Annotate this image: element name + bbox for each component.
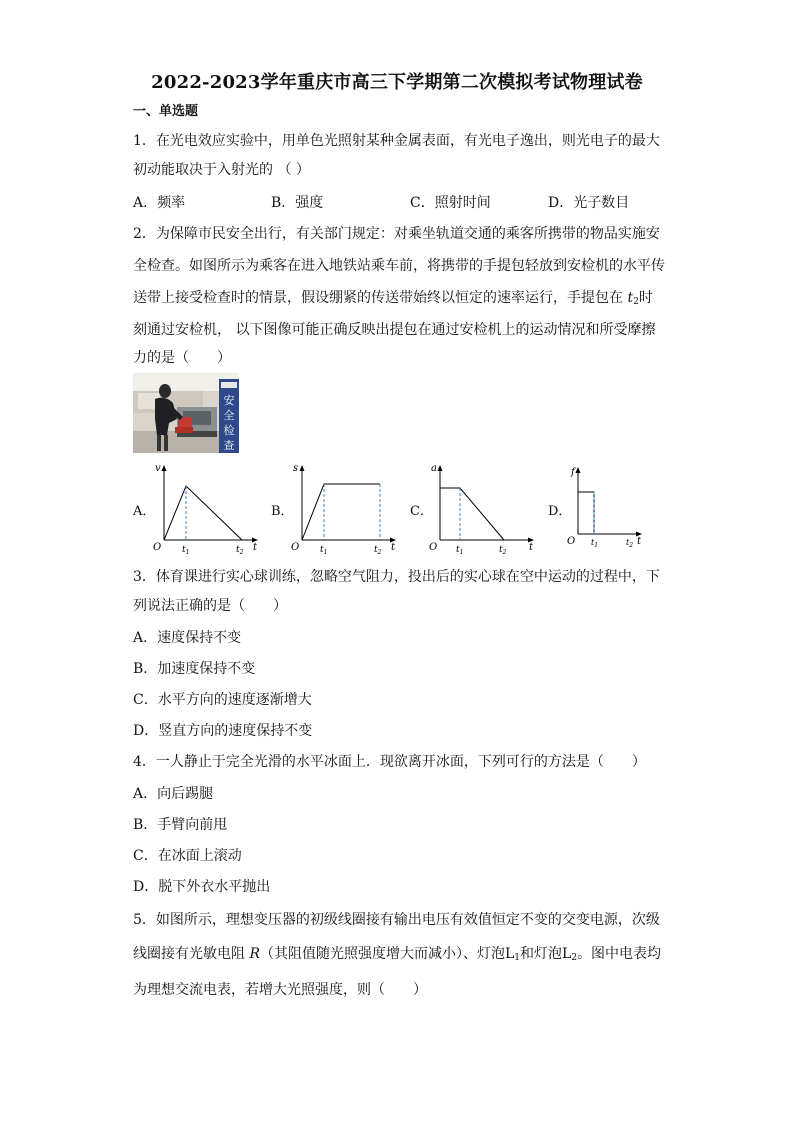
graph-d-xlabel: t	[637, 536, 642, 547]
graph-label-b: B．	[271, 504, 294, 519]
q2-text-line3	[133, 288, 653, 312]
q5-text-line3: 为理想交流电表，若增大光照强度，则（ ）	[133, 982, 427, 998]
q2-text-line5: 力的是（ ）	[133, 350, 231, 366]
q3-text-line1: 3．体育课进行实心球训练，忽略空气阻力，投出后的实心球在空中运动的过程中，下	[133, 569, 660, 585]
graph-b-t1: t	[320, 545, 324, 554]
svg-text:t1	[456, 545, 463, 554]
graph-d-origin: O	[567, 536, 576, 547]
q1-text-line1: 1．在光电效应实验中，用单色光照射某种金属表面，有光电子逸出，则光电子的最大	[133, 133, 660, 149]
section-heading: 一、单选题	[133, 104, 199, 119]
svg-text:t1	[182, 545, 189, 554]
q5-text-line1: 5．如图所示，理想变压器的初级线圈接有输出电压有效值恒定不变的交变电源，次级	[133, 912, 660, 928]
graph-d-t1-sub: 1	[594, 542, 599, 549]
q3-option-a: A．速度保持不变	[133, 630, 242, 646]
q3-text-line2: 列说法正确的是（ ）	[133, 598, 287, 614]
graph-a-xlabel: t	[253, 542, 258, 553]
q2-text-line2: 全检查。如图所示为乘客在进入地铁站乘车前，将携带的手提包轻放到安检机的水平传	[133, 258, 665, 274]
graph-label-d: D．	[548, 504, 572, 519]
q5-line2-mid: （其阻值随光照强度增大而减小）、灯泡L	[260, 946, 515, 962]
q2-line3-text: 送带上接受检查时的情景，假设绷紧的传送带始终以恒定的速率运行，手提包在	[133, 290, 628, 306]
q2-line3-sub: 2	[633, 297, 639, 307]
graph-a-t2-sub: 2	[239, 549, 244, 554]
q1-option-a: A．频率	[133, 195, 186, 211]
q5-line2-sub2: 2	[571, 953, 578, 963]
q5-line2-r: R	[249, 946, 260, 962]
q1-option-c: C．照射时间	[410, 195, 491, 211]
q4-option-b: B．手臂向前甩	[133, 817, 228, 833]
graph-d-ylabel: f	[571, 467, 575, 478]
graph-c-origin: O	[429, 542, 438, 553]
q5-line2-end: 。图中电表均	[577, 946, 662, 962]
page-title: 2022-2023学年重庆市高三下学期第二次模拟考试物理试卷	[151, 72, 643, 93]
graph-d	[564, 462, 676, 554]
q4-option-c: C．在冰面上滚动	[133, 848, 242, 864]
q1-option-b: B．强度	[271, 195, 324, 211]
graph-b-t2-sub: 2	[377, 549, 382, 554]
svg-text:t2	[626, 538, 633, 549]
graph-b-t1-sub: 1	[323, 549, 328, 554]
graph-d-t2: t	[626, 538, 630, 547]
graph-a-t1-sub: 1	[185, 549, 190, 554]
graph-label-c: C．	[410, 504, 433, 519]
q3-option-c: C．水平方向的速度逐渐增大	[133, 692, 312, 708]
svg-text:t1	[591, 538, 598, 549]
q5-line2-sub1: 1	[514, 953, 521, 963]
q5-line2-mid2: 和灯泡L	[520, 946, 572, 962]
q2-text-line1: 2．为保障市民安全出行，有关部门规定：对乘坐轨道交通的乘客所携带的物品实施安	[133, 226, 660, 242]
svg-text:t2	[499, 545, 507, 554]
graph-c-t1-sub: 1	[459, 549, 464, 554]
graph-a-t1: t	[182, 545, 186, 554]
sign-char-4: 查	[223, 439, 235, 452]
graph-b-ylabel: s	[293, 463, 299, 474]
graph-a-t2: t	[236, 545, 240, 554]
q4-text-line1: 4．一人静止于完全光滑的水平冰面上．现欲离开冰面，下列可行的方法是（ ）	[133, 754, 646, 770]
sign-char-1: 安	[223, 394, 235, 407]
q3-option-d: D．竖直方向的速度保持不变	[133, 723, 313, 739]
q2-text-line4: 刻通过安检机， 以下图像可能正确反映出提包在通过安检机上的运动情况和所受摩擦	[133, 322, 656, 338]
svg-text:t2	[236, 545, 244, 554]
graph-a-origin: O	[153, 542, 162, 553]
q4-option-a: A．向后踢腿	[133, 786, 214, 802]
graph-a	[150, 462, 262, 554]
q3-option-b: B．加速度保持不变	[133, 661, 256, 677]
security-check-photo	[133, 373, 239, 453]
q2-line3-end: 时	[638, 290, 653, 306]
graph-b-t2: t	[374, 545, 378, 554]
q5-line2-text: 线圈接有光敏电阻	[133, 946, 250, 962]
q4-option-d: D．脱下外衣水平抛出	[133, 879, 271, 895]
sign-char-3: 检	[223, 424, 235, 437]
q1-option-d: D．光子数目	[548, 195, 630, 211]
svg-text:t1	[320, 545, 327, 554]
graph-c	[426, 462, 538, 554]
graph-c-t1: t	[456, 545, 460, 554]
graph-d-t2-sub: 2	[629, 542, 634, 549]
graph-c-t2: t	[499, 545, 503, 554]
svg-text:t2	[374, 545, 382, 554]
graph-b-origin: O	[291, 542, 300, 553]
sign-char-2: 全	[223, 409, 235, 422]
graph-d-t1: t	[591, 538, 595, 547]
graph-b	[288, 462, 400, 554]
graph-c-t2-sub: 2	[502, 549, 507, 554]
q1-text-line2: 初动能取决于入射光的 （ ）	[133, 162, 310, 178]
q5-text-line2	[133, 944, 661, 968]
graph-a-ylabel: v	[155, 463, 161, 474]
graph-b-xlabel: t	[391, 542, 396, 553]
q2-line3-t: t	[627, 290, 634, 306]
graph-c-ylabel: a	[431, 463, 437, 474]
graph-label-a: A．	[133, 504, 156, 519]
graph-c-xlabel: t	[529, 542, 534, 553]
